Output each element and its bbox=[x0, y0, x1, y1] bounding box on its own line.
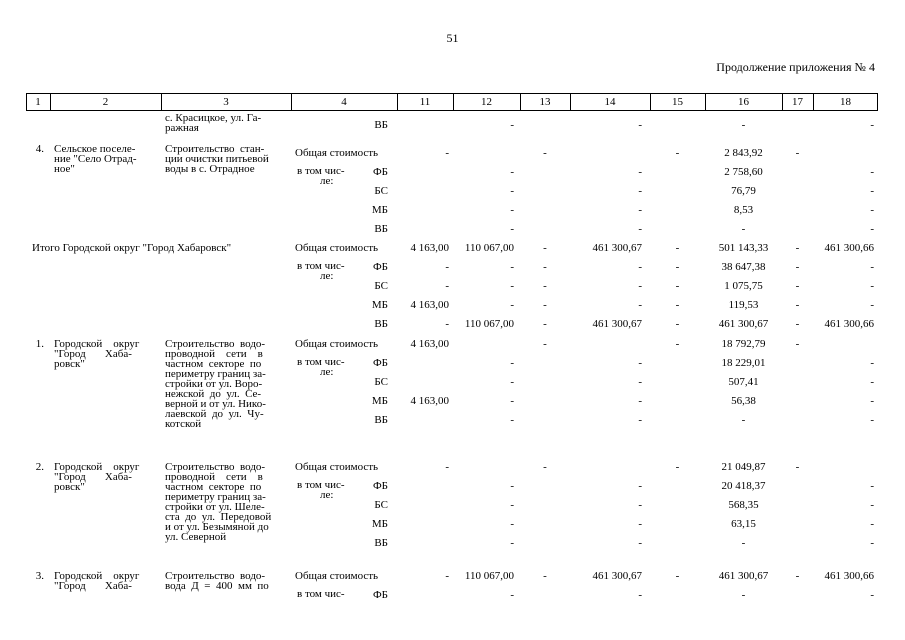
value-c14: - bbox=[638, 518, 642, 530]
subject-name-line: ровск" bbox=[54, 358, 85, 370]
value-c15: - bbox=[675, 242, 680, 254]
value-c14: - bbox=[638, 119, 642, 131]
value-c14: - bbox=[638, 280, 642, 292]
value-c15: - bbox=[675, 570, 680, 582]
value-c16: 38 647,38 bbox=[721, 261, 766, 273]
object-description-line: вода Д = 400 мм по bbox=[165, 580, 269, 592]
funding-source-label: БС bbox=[374, 280, 388, 292]
object-description-line: ражная bbox=[165, 122, 199, 134]
total-cost-label: Общая стоимость bbox=[295, 338, 379, 350]
object-description-line: Строительство водо- bbox=[165, 338, 266, 350]
header-col-4: 4 bbox=[341, 96, 347, 108]
value-c18: 461 300,66 bbox=[824, 242, 874, 254]
value-c18: - bbox=[870, 280, 874, 292]
value-c17: - bbox=[795, 461, 800, 473]
funding-source-label: ВБ bbox=[374, 414, 388, 426]
row-number: 3. bbox=[35, 570, 44, 582]
value-c18: - bbox=[870, 499, 874, 511]
funding-source-label: ВБ bbox=[374, 537, 388, 549]
total-cost-label: Общая стоимость bbox=[295, 147, 379, 159]
value-c12: - bbox=[510, 223, 514, 235]
funding-source-label: ВБ bbox=[374, 318, 388, 330]
object-description-line: верной и от ул. Нико- bbox=[165, 398, 266, 410]
including-label: в том чис- bbox=[297, 588, 345, 600]
value-c14: 461 300,67 bbox=[592, 242, 642, 254]
value-c12: - bbox=[510, 357, 514, 369]
object-description-line: нежской до ул. Се- bbox=[165, 388, 262, 400]
value-c12: - bbox=[510, 280, 514, 292]
object-description-line: стройки от ул. Воро- bbox=[165, 378, 263, 390]
funding-source-label: ФБ bbox=[372, 357, 388, 369]
value-c18: - bbox=[870, 223, 874, 235]
funding-source-label: ФБ bbox=[372, 261, 388, 273]
header-col-12: 12 bbox=[481, 96, 492, 108]
funding-source-label: МБ bbox=[371, 395, 388, 407]
value-c14: - bbox=[638, 357, 642, 369]
value-c18: 461 300,66 bbox=[824, 318, 874, 330]
value-c11: - bbox=[445, 147, 449, 159]
value-c17: - bbox=[795, 280, 800, 292]
value-c12: - bbox=[510, 589, 514, 601]
value-c14: - bbox=[638, 537, 642, 549]
value-c16: 18 792,79 bbox=[721, 338, 766, 350]
value-c18: - bbox=[870, 518, 874, 530]
value-c12: - bbox=[510, 518, 514, 530]
value-c12: - bbox=[510, 261, 514, 273]
value-c12: - bbox=[510, 299, 514, 311]
value-c12: 110 067,00 bbox=[464, 242, 514, 254]
value-c16: 56,38 bbox=[731, 395, 756, 407]
value-c12: - bbox=[510, 119, 514, 131]
value-c16: - bbox=[741, 119, 746, 131]
funding-source-label: ФБ bbox=[372, 480, 388, 492]
subject-name-line: Городской округ bbox=[54, 338, 140, 350]
value-c17: - bbox=[795, 338, 800, 350]
continuation-caption: Продолжение приложения № 4 bbox=[716, 60, 875, 74]
value-c12: - bbox=[510, 537, 514, 549]
value-c11: - bbox=[445, 318, 449, 330]
value-c17: - bbox=[795, 147, 800, 159]
subject-name-line: ровск" bbox=[54, 481, 85, 493]
object-description-line: Строительство стан- bbox=[165, 143, 265, 155]
funding-source-label: БС bbox=[374, 499, 388, 511]
funding-source-label: ВБ bbox=[374, 223, 388, 235]
value-c14: - bbox=[638, 499, 642, 511]
value-c18: - bbox=[870, 204, 874, 216]
total-cost-label: Общая стоимость bbox=[295, 570, 379, 582]
value-c15: - bbox=[675, 318, 680, 330]
value-c16: 18 229,01 bbox=[721, 357, 766, 369]
value-c18: - bbox=[870, 357, 874, 369]
subject-name-line: "Город Хаба- bbox=[54, 580, 132, 592]
value-c13: - bbox=[543, 147, 547, 159]
value-c17: - bbox=[795, 318, 800, 330]
funding-source-label: ФБ bbox=[372, 589, 388, 601]
row-number: 1. bbox=[35, 338, 44, 350]
value-c16: 461 300,67 bbox=[718, 318, 769, 330]
subject-name-line: "Город Хаба- bbox=[54, 471, 132, 483]
object-description-line: проводной сети в bbox=[165, 348, 263, 360]
value-c18: - bbox=[870, 299, 874, 311]
object-description-line: воды в с. Отрадное bbox=[165, 163, 255, 175]
subject-name-line: Городской округ bbox=[54, 570, 140, 582]
value-c15: - bbox=[675, 261, 680, 273]
value-c15: - bbox=[675, 338, 680, 350]
value-c12: - bbox=[510, 480, 514, 492]
value-c18: - bbox=[870, 261, 874, 273]
row-number: 4. bbox=[35, 143, 44, 155]
header-col-17: 17 bbox=[792, 96, 803, 108]
total-cost-label: Общая стоимость bbox=[295, 461, 379, 473]
value-c16: - bbox=[741, 589, 746, 601]
funding-source-label: МБ bbox=[371, 518, 388, 530]
value-c16: - bbox=[741, 537, 746, 549]
value-c16: - bbox=[741, 414, 746, 426]
subject-name-line: Итого Городской округ "Город Хабаровск" bbox=[32, 242, 232, 254]
value-c13: - bbox=[543, 261, 547, 273]
value-c12: 110 067,00 bbox=[464, 570, 514, 582]
value-c16: 1 075,75 bbox=[724, 280, 763, 292]
value-c13: - bbox=[543, 318, 547, 330]
value-c16: 507,41 bbox=[728, 376, 759, 388]
value-c14: 461 300,67 bbox=[592, 570, 642, 582]
value-c16: 8,53 bbox=[733, 204, 754, 216]
value-c14: - bbox=[638, 395, 642, 407]
object-description-line: ул. Северной bbox=[165, 531, 227, 543]
value-c14: 461 300,67 bbox=[592, 318, 642, 330]
subject-name-line: ние "Село Отрад- bbox=[54, 153, 137, 165]
object-description-line: проводной сети в bbox=[165, 471, 263, 483]
header-col-15: 15 bbox=[672, 96, 683, 108]
object-description-line: ста до ул. Передовой bbox=[165, 511, 272, 523]
value-c12: - bbox=[510, 414, 514, 426]
value-c11: 4 163,00 bbox=[410, 299, 449, 311]
header-col-2: 2 bbox=[102, 96, 109, 108]
value-c16: 568,35 bbox=[728, 499, 759, 511]
header-col-13: 13 bbox=[539, 96, 551, 108]
header-col-18: 18 bbox=[840, 96, 851, 108]
funding-source-label: БС bbox=[374, 185, 388, 197]
including-label: в том чис- bbox=[297, 165, 345, 177]
value-c14: - bbox=[638, 376, 642, 388]
object-description-line: частном секторе по bbox=[165, 481, 262, 493]
value-c18: - bbox=[870, 119, 874, 131]
value-c11: - bbox=[445, 461, 449, 473]
funding-source-label: БС bbox=[374, 376, 388, 388]
value-c16: 119,53 bbox=[728, 299, 759, 311]
value-c13: - bbox=[543, 570, 547, 582]
value-c11: - bbox=[445, 570, 449, 582]
value-c14: - bbox=[638, 204, 642, 216]
value-c15: - bbox=[675, 147, 680, 159]
object-description-line: котской bbox=[165, 418, 202, 430]
value-c17: - bbox=[795, 570, 800, 582]
value-c14: - bbox=[638, 261, 642, 273]
value-c17: - bbox=[795, 242, 800, 254]
value-c11: 4 163,00 bbox=[410, 395, 449, 407]
object-description-line: периметру границ за- bbox=[165, 491, 266, 503]
object-description-line: Строительство водо- bbox=[165, 461, 266, 473]
row-number: 2. bbox=[35, 461, 44, 473]
including-label: в том чис- bbox=[297, 356, 345, 368]
header-col-16: 16 bbox=[738, 96, 749, 108]
object-description-line: ции очистки питьевой bbox=[165, 153, 269, 165]
value-c18: - bbox=[870, 166, 874, 178]
value-c13: - bbox=[543, 242, 547, 254]
value-c18: - bbox=[870, 376, 874, 388]
subject-name-line: Городской округ bbox=[54, 461, 140, 473]
object-description-line: с. Красицкое, ул. Га- bbox=[165, 112, 262, 124]
value-c11: 4 163,00 bbox=[410, 338, 449, 350]
value-c12: - bbox=[510, 166, 514, 178]
value-c16: 2 758,60 bbox=[724, 166, 763, 178]
header-col-14: 14 bbox=[604, 96, 616, 108]
value-c11: - bbox=[445, 261, 449, 273]
value-c11: - bbox=[445, 280, 449, 292]
value-c15: - bbox=[675, 461, 680, 473]
value-c16: 2 843,92 bbox=[724, 147, 763, 159]
subject-name-line: ное" bbox=[54, 163, 75, 175]
value-c16: 461 300,67 bbox=[718, 570, 769, 582]
object-description-line: частном секторе по bbox=[165, 358, 262, 370]
including-label: в том чис- bbox=[297, 260, 345, 272]
subject-name-line: Сельское поселе- bbox=[54, 143, 136, 155]
value-c15: - bbox=[675, 280, 680, 292]
object-description-line: и от ул. Безымяной до bbox=[165, 521, 269, 533]
value-c13: - bbox=[543, 461, 547, 473]
page-number: 51 bbox=[446, 31, 459, 45]
value-c18: 461 300,66 bbox=[824, 570, 874, 582]
value-c16: 501 143,33 bbox=[718, 242, 769, 254]
including-label: ле: bbox=[320, 270, 334, 282]
value-c12: 110 067,00 bbox=[464, 318, 514, 330]
object-description-line: стройки от ул. Шеле- bbox=[165, 501, 265, 513]
value-c14: - bbox=[638, 185, 642, 197]
value-c17: - bbox=[795, 261, 800, 273]
value-c14: - bbox=[638, 480, 642, 492]
value-c16: 63,15 bbox=[731, 518, 756, 530]
value-c12: - bbox=[510, 185, 514, 197]
value-c16: 76,79 bbox=[731, 185, 756, 197]
value-c14: - bbox=[638, 589, 642, 601]
value-c18: - bbox=[870, 480, 874, 492]
value-c12: - bbox=[510, 376, 514, 388]
funding-source-label: МБ bbox=[371, 204, 388, 216]
funding-source-label: ФБ bbox=[372, 166, 388, 178]
value-c12: - bbox=[510, 204, 514, 216]
header-col-11: 11 bbox=[419, 96, 431, 108]
funding-source-label: МБ bbox=[371, 299, 388, 311]
total-cost-label: Общая стоимость bbox=[295, 242, 379, 254]
value-c13: - bbox=[543, 338, 547, 350]
subject-name-line: "Город Хаба- bbox=[54, 348, 132, 360]
value-c16: 20 418,37 bbox=[721, 480, 766, 492]
including-label: ле: bbox=[320, 489, 334, 501]
including-label: в том чис- bbox=[297, 479, 345, 491]
value-c14: - bbox=[638, 223, 642, 235]
header-col-3: 3 bbox=[223, 96, 229, 108]
including-label: ле: bbox=[320, 175, 334, 187]
value-c18: - bbox=[870, 589, 874, 601]
value-c18: - bbox=[870, 414, 874, 426]
value-c14: - bbox=[638, 299, 642, 311]
value-c11: 4 163,00 bbox=[410, 242, 449, 254]
value-c12: - bbox=[510, 499, 514, 511]
value-c13: - bbox=[543, 280, 547, 292]
value-c16: - bbox=[741, 223, 746, 235]
value-c14: - bbox=[638, 414, 642, 426]
value-c15: - bbox=[675, 299, 680, 311]
value-c18: - bbox=[870, 395, 874, 407]
value-c18: - bbox=[870, 185, 874, 197]
value-c17: - bbox=[795, 299, 800, 311]
object-description-line: периметру границ за- bbox=[165, 368, 266, 380]
header-col-1: 1 bbox=[35, 96, 41, 108]
including-label: ле: bbox=[320, 366, 334, 378]
value-c14: - bbox=[638, 166, 642, 178]
value-c18: - bbox=[870, 537, 874, 549]
object-description-line: лаевской до ул. Чу- bbox=[165, 408, 264, 420]
funding-source-label: ВБ bbox=[374, 119, 388, 131]
value-c16: 21 049,87 bbox=[721, 461, 766, 473]
value-c12: - bbox=[510, 395, 514, 407]
value-c13: - bbox=[543, 299, 547, 311]
object-description-line: Строительство водо- bbox=[165, 570, 266, 582]
